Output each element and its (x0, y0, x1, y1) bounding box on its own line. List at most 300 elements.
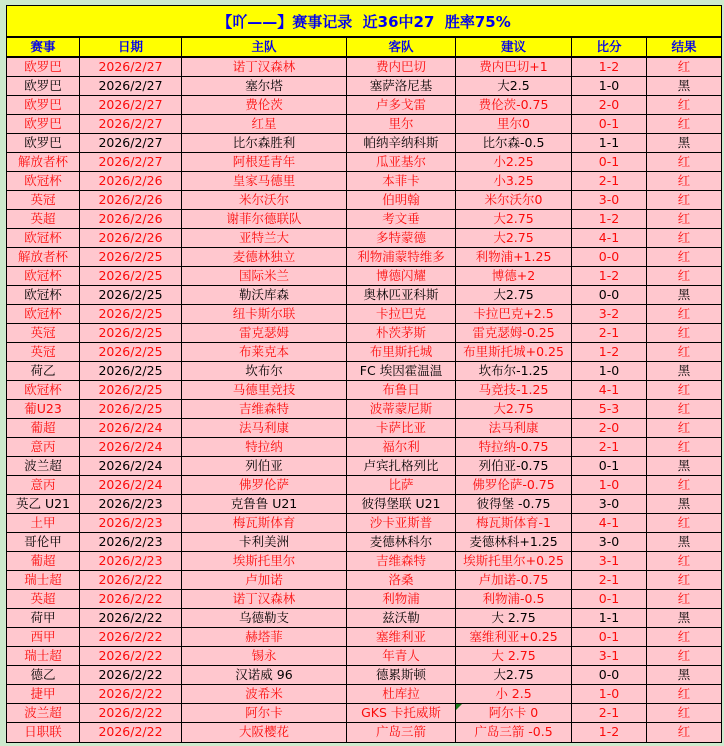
cell-league[interactable]: 解放者杯 (7, 248, 80, 266)
cell-score[interactable]: 4-1 (572, 229, 647, 247)
cell-league[interactable]: 英超 (7, 590, 80, 608)
cell-home[interactable]: 佛罗伦萨 (182, 476, 347, 494)
match-row (7, 58, 721, 77)
cell-league[interactable]: 葡超 (7, 419, 80, 437)
cell-league[interactable]: 意丙 (7, 438, 80, 456)
header-row (7, 38, 721, 58)
cell-date[interactable]: 2026/2/25 (80, 381, 182, 399)
cell-tip[interactable]: 博德+2 (456, 267, 572, 285)
cell-league[interactable]: 捷甲 (7, 685, 80, 703)
cell-away[interactable]: 考文垂 (347, 210, 456, 228)
cell-league[interactable]: 葡U23 (7, 400, 80, 418)
cell-score[interactable]: 1-2 (572, 723, 647, 742)
cell-home[interactable]: 克鲁鲁 U21 (182, 495, 347, 513)
cell-away[interactable]: 塞萨洛尼基 (347, 77, 456, 95)
cell-league[interactable]: 意丙 (7, 476, 80, 494)
match-row (7, 704, 721, 723)
cell-tip[interactable]: 利物浦-0.5 (456, 590, 572, 608)
cell-tip[interactable]: 列伯亚-0.75 (456, 457, 572, 475)
cell-result[interactable]: 黑 (677, 362, 691, 378)
cell-tip[interactable]: 里尔0 (456, 115, 572, 133)
cell-result[interactable]: 红 (677, 58, 691, 74)
cell-away[interactable]: 卢宾扎格列比 (347, 457, 456, 475)
cell-away[interactable]: 布鲁日 (347, 381, 456, 399)
column-header-tip[interactable]: 建议 (456, 38, 572, 56)
cell-result[interactable]: 黑 (677, 134, 691, 150)
cell-league[interactable]: 欧冠杯 (7, 267, 80, 285)
cell-result[interactable]: 红 (677, 381, 691, 397)
cell-result[interactable]: 黑 (677, 286, 691, 302)
cell-score[interactable]: 0-1 (572, 628, 647, 646)
cell-date[interactable]: 2026/2/24 (80, 457, 182, 475)
cell-league[interactable]: 欧冠杯 (7, 229, 80, 247)
cell-league[interactable]: 欧冠杯 (7, 381, 80, 399)
cell-score[interactable]: 3-0 (572, 495, 647, 513)
match-row (7, 628, 721, 647)
cell-score[interactable]: 0-1 (572, 457, 647, 475)
cell-tip[interactable]: 比尔森-0.5 (456, 134, 572, 152)
match-row (7, 324, 721, 343)
cell-tip[interactable]: 麦德林科+1.25 (456, 533, 572, 551)
cell-date[interactable]: 2026/2/24 (80, 476, 182, 494)
cell-result[interactable]: 红 (677, 400, 691, 416)
cell-league[interactable]: 英冠 (7, 324, 80, 342)
cell-date[interactable]: 2026/2/25 (80, 267, 182, 285)
cell-away[interactable]: 年青人 (347, 647, 456, 665)
cell-home[interactable]: 锡永 (182, 647, 347, 665)
cell-away[interactable]: 帕纳辛纳科斯 (347, 134, 456, 152)
cell-home[interactable]: 红星 (182, 115, 347, 133)
cell-date[interactable]: 2026/2/23 (80, 533, 182, 551)
cell-score[interactable]: 1-2 (572, 58, 647, 76)
cell-home[interactable]: 大阪樱花 (182, 723, 347, 742)
cell-result[interactable]: 红 (677, 419, 691, 435)
cell-away[interactable]: 朴茨茅斯 (347, 324, 456, 342)
cell-score[interactable]: 1-0 (572, 362, 647, 380)
cell-home[interactable]: 卡利美洲 (182, 533, 347, 551)
cell-result[interactable]: 红 (677, 343, 691, 359)
table-title[interactable]: 【吖——】赛事记录 近36中27 胜率75% (7, 6, 721, 38)
match-row (7, 685, 721, 704)
cell-result[interactable]: 红 (677, 115, 691, 131)
cell-away[interactable]: 比萨 (347, 476, 456, 494)
cell-away[interactable]: 瓜亚基尔 (347, 153, 456, 171)
cell-away[interactable]: 费内巴切 (347, 58, 456, 76)
cell-home[interactable]: 波希米 (182, 685, 347, 703)
match-row (7, 153, 721, 172)
cell-date[interactable]: 2026/2/27 (80, 153, 182, 171)
cell-away[interactable]: 奥林匹亚科斯 (347, 286, 456, 304)
cell-score[interactable]: 0-0 (572, 666, 647, 684)
cell-score[interactable]: 2-1 (572, 704, 647, 722)
cell-result[interactable]: 黑 (677, 609, 691, 625)
cell-tip[interactable]: 卢加诺-0.75 (456, 571, 572, 589)
cell-result[interactable]: 红 (677, 514, 691, 530)
cell-home[interactable]: 吉维森特 (182, 400, 347, 418)
cell-tip[interactable]: 大 2.75 (456, 609, 572, 627)
match-row (7, 571, 721, 590)
cell-league[interactable]: 日职联 (7, 723, 80, 742)
cell-home[interactable]: 阿根廷青年 (182, 153, 347, 171)
cell-away[interactable]: 卡拉巴克 (347, 305, 456, 323)
cell-home[interactable]: 列伯亚 (182, 457, 347, 475)
cell-home[interactable]: 赫塔菲 (182, 628, 347, 646)
cell-home[interactable]: 埃斯托里尔 (182, 552, 347, 570)
match-row (7, 457, 721, 476)
cell-league[interactable]: 欧罗巴 (7, 77, 80, 95)
cell-date[interactable]: 2026/2/23 (80, 495, 182, 513)
cell-away[interactable]: 伯明翰 (347, 191, 456, 209)
cell-date[interactable]: 2026/2/22 (80, 628, 182, 646)
cell-away[interactable]: 里尔 (347, 115, 456, 133)
cell-date[interactable]: 2026/2/22 (80, 685, 182, 703)
column-header-home[interactable]: 主队 (182, 38, 347, 56)
match-row (7, 229, 721, 248)
cell-away[interactable]: 博德闪耀 (347, 267, 456, 285)
cell-away[interactable]: 卢多戈雷 (347, 96, 456, 114)
cell-result[interactable]: 红 (677, 476, 691, 492)
cell-date[interactable]: 2026/2/26 (80, 191, 182, 209)
cell-tip[interactable]: 法马利康 (456, 419, 572, 437)
cell-league[interactable]: 欧罗巴 (7, 134, 80, 152)
cell-away[interactable]: 塞维利亚 (347, 628, 456, 646)
cell-away[interactable]: 彼得堡联 U21 (347, 495, 456, 513)
cell-result[interactable]: 黑 (677, 666, 691, 682)
cell-tip[interactable]: 佛罗伦萨-0.75 (456, 476, 572, 494)
cell-home[interactable]: 国际米兰 (182, 267, 347, 285)
match-row (7, 647, 721, 666)
cell-home[interactable]: 雷克瑟姆 (182, 324, 347, 342)
cell-score[interactable]: 1-0 (572, 476, 647, 494)
cell-date[interactable]: 2026/2/25 (80, 324, 182, 342)
cell-result[interactable]: 黑 (677, 495, 691, 511)
cell-home[interactable]: 布莱克本 (182, 343, 347, 361)
cell-result[interactable]: 红 (677, 267, 691, 283)
cell-score[interactable]: 0-1 (572, 115, 647, 133)
cell-date[interactable]: 2026/2/27 (80, 58, 182, 76)
cell-tip[interactable]: 广岛三箭 -0.5 (456, 723, 572, 742)
cell-tip[interactable]: 塞维利亚+0.25 (456, 628, 572, 646)
cell-score[interactable]: 3-1 (572, 552, 647, 570)
cell-away[interactable]: FC 埃因霍温温 (347, 362, 456, 380)
cell-result[interactable]: 红 (677, 96, 691, 112)
cell-date[interactable]: 2026/2/27 (80, 77, 182, 95)
cell-tip[interactable]: 布里斯托城+0.25 (456, 343, 572, 361)
cell-home[interactable]: 比尔森胜利 (182, 134, 347, 152)
match-row (7, 495, 721, 514)
cell-tip[interactable]: 大2.75 (456, 286, 572, 304)
cell-result[interactable]: 红 (677, 590, 691, 606)
cell-league[interactable]: 英乙 U21 (7, 495, 80, 513)
cell-home[interactable]: 卢加诺 (182, 571, 347, 589)
cell-score[interactable]: 1-2 (572, 210, 647, 228)
cell-tip[interactable]: 雷克瑟姆-0.25 (456, 324, 572, 342)
cell-league[interactable]: 土甲 (7, 514, 80, 532)
cell-date[interactable]: 2026/2/22 (80, 723, 182, 742)
cell-away[interactable]: 洛桑 (347, 571, 456, 589)
cell-league[interactable]: 德乙 (7, 666, 80, 684)
cell-home[interactable]: 乌德勒支 (182, 609, 347, 627)
cell-score[interactable]: 2-1 (572, 172, 647, 190)
cell-home[interactable]: 费伦茨 (182, 96, 347, 114)
cell-score[interactable]: 1-2 (572, 343, 647, 361)
cell-home[interactable]: 米尔沃尔 (182, 191, 347, 209)
cell-result[interactable]: 黑 (677, 533, 691, 549)
cell-score[interactable]: 3-2 (572, 305, 647, 323)
cell-away[interactable]: 利物浦蒙特维多 (347, 248, 456, 266)
cell-score[interactable]: 3-0 (572, 533, 647, 551)
cell-league[interactable]: 英超 (7, 210, 80, 228)
cell-date[interactable]: 2026/2/25 (80, 286, 182, 304)
match-row (7, 514, 721, 533)
cell-result[interactable]: 红 (677, 210, 691, 226)
cell-home[interactable]: 勒沃库森 (182, 286, 347, 304)
match-row (7, 267, 721, 286)
cell-tip[interactable]: 大2.75 (456, 229, 572, 247)
match-row (7, 381, 721, 400)
cell-score[interactable]: 2-1 (572, 571, 647, 589)
cell-result[interactable]: 红 (677, 685, 691, 701)
cell-league[interactable]: 荷甲 (7, 609, 80, 627)
cell-score[interactable]: 1-1 (572, 134, 647, 152)
cell-date[interactable]: 2026/2/27 (80, 134, 182, 152)
match-row (7, 115, 721, 134)
cell-tip[interactable]: 阿尔卡 0 (456, 704, 572, 722)
cell-away[interactable]: GKS 卡托威斯 (347, 704, 456, 722)
cell-score[interactable]: 0-1 (572, 590, 647, 608)
cell-home[interactable]: 汉诺威 96 (182, 666, 347, 684)
match-row (7, 590, 721, 609)
cell-score[interactable]: 1-0 (572, 77, 647, 95)
cell-league[interactable]: 西甲 (7, 628, 80, 646)
match-row (7, 96, 721, 115)
cell-home[interactable]: 麦德林独立 (182, 248, 347, 266)
match-row (7, 248, 721, 267)
match-row (7, 305, 721, 324)
cell-date[interactable]: 2026/2/25 (80, 248, 182, 266)
cell-tip[interactable]: 埃斯托里尔+0.25 (456, 552, 572, 570)
cell-result[interactable]: 黑 (677, 77, 691, 93)
match-row (7, 609, 721, 628)
cell-date[interactable]: 2026/2/26 (80, 172, 182, 190)
cell-tip[interactable]: 卡拉巴克+2.5 (456, 305, 572, 323)
cell-result[interactable]: 红 (677, 191, 691, 207)
cell-score[interactable]: 1-0 (572, 685, 647, 703)
cell-away[interactable]: 波蒂蒙尼斯 (347, 400, 456, 418)
cell-result[interactable]: 红 (677, 153, 691, 169)
cell-home[interactable]: 纽卡斯尔联 (182, 305, 347, 323)
records-table (6, 5, 722, 743)
cell-away[interactable]: 广岛三箭 (347, 723, 456, 742)
match-row (7, 172, 721, 191)
cell-league[interactable]: 欧罗巴 (7, 58, 80, 76)
cell-home[interactable]: 马德里竞技 (182, 381, 347, 399)
match-row (7, 343, 721, 362)
cell-date[interactable]: 2026/2/27 (80, 115, 182, 133)
cell-date[interactable]: 2026/2/24 (80, 419, 182, 437)
cell-date[interactable]: 2026/2/23 (80, 552, 182, 570)
cell-league[interactable]: 欧冠杯 (7, 286, 80, 304)
cell-tip[interactable]: 利物浦+1.25 (456, 248, 572, 266)
match-row (7, 134, 721, 153)
column-header-away[interactable]: 客队 (347, 38, 456, 56)
cell-tip[interactable]: 坎布尔-1.25 (456, 362, 572, 380)
cell-result[interactable]: 红 (677, 248, 691, 264)
cell-league[interactable]: 解放者杯 (7, 153, 80, 171)
cell-result[interactable]: 红 (677, 704, 691, 720)
cell-league[interactable]: 瑞士超 (7, 571, 80, 589)
cell-score[interactable]: 3-1 (572, 647, 647, 665)
cell-home[interactable]: 坎布尔 (182, 362, 347, 380)
cell-result[interactable]: 红 (677, 628, 691, 644)
cell-score[interactable]: 1-2 (572, 267, 647, 285)
cell-home[interactable]: 诺丁汉森林 (182, 58, 347, 76)
cell-tip[interactable]: 小3.25 (456, 172, 572, 190)
cell-tip[interactable]: 小 2.5 (456, 685, 572, 703)
cell-home[interactable]: 谢菲尔德联队 (182, 210, 347, 228)
cell-tip[interactable]: 大2.5 (456, 77, 572, 95)
cell-score[interactable]: 0-0 (572, 248, 647, 266)
cell-away[interactable]: 杜库拉 (347, 685, 456, 703)
cell-tip[interactable]: 费内巴切+1 (456, 58, 572, 76)
cell-comment-marker-icon (456, 704, 462, 710)
cell-score[interactable]: 0-0 (572, 286, 647, 304)
cell-league[interactable]: 英冠 (7, 191, 80, 209)
cell-tip[interactable]: 费伦茨-0.75 (456, 96, 572, 114)
cell-home[interactable]: 阿尔卡 (182, 704, 347, 722)
cell-date[interactable]: 2026/2/25 (80, 343, 182, 361)
cell-away[interactable]: 利物浦 (347, 590, 456, 608)
cell-league[interactable]: 波兰超 (7, 704, 80, 722)
match-row (7, 438, 721, 457)
cell-score[interactable]: 2-0 (572, 96, 647, 114)
table-body (7, 58, 721, 742)
match-row (7, 77, 721, 96)
cell-result[interactable]: 红 (677, 305, 691, 321)
cell-score[interactable]: 1-1 (572, 609, 647, 627)
cell-away[interactable]: 多特蒙德 (347, 229, 456, 247)
match-row (7, 723, 721, 742)
cell-date[interactable]: 2026/2/27 (80, 96, 182, 114)
cell-home[interactable]: 塞尔塔 (182, 77, 347, 95)
match-row (7, 400, 721, 419)
cell-result[interactable]: 红 (677, 229, 691, 245)
cell-league[interactable]: 波兰超 (7, 457, 80, 475)
cell-away[interactable]: 兹沃勒 (347, 609, 456, 627)
match-row (7, 533, 721, 552)
cell-away[interactable]: 卡萨比亚 (347, 419, 456, 437)
cell-away[interactable]: 福尔利 (347, 438, 456, 456)
cell-date[interactable]: 2026/2/23 (80, 514, 182, 532)
cell-date[interactable]: 2026/2/25 (80, 400, 182, 418)
cell-home[interactable]: 皇家马德里 (182, 172, 347, 190)
cell-date[interactable]: 2026/2/22 (80, 590, 182, 608)
cell-tip[interactable]: 大2.75 (456, 400, 572, 418)
cell-home[interactable]: 亚特兰大 (182, 229, 347, 247)
match-row (7, 419, 721, 438)
match-row (7, 362, 721, 381)
cell-league[interactable]: 荷乙 (7, 362, 80, 380)
cell-date[interactable]: 2026/2/22 (80, 647, 182, 665)
cell-result[interactable]: 红 (677, 172, 691, 188)
match-row (7, 286, 721, 305)
cell-league[interactable]: 葡超 (7, 552, 80, 570)
match-row (7, 191, 721, 210)
cell-score[interactable]: 2-0 (572, 419, 647, 437)
match-row (7, 666, 721, 685)
cell-result[interactable]: 黑 (677, 457, 691, 473)
cell-score[interactable]: 2-1 (572, 438, 647, 456)
cell-date[interactable]: 2026/2/22 (80, 571, 182, 589)
cell-score[interactable]: 5-3 (572, 400, 647, 418)
cell-tip[interactable]: 大2.75 (456, 210, 572, 228)
cell-date[interactable]: 2026/2/24 (80, 438, 182, 456)
cell-tip[interactable]: 米尔沃尔0 (456, 191, 572, 209)
cell-date[interactable]: 2026/2/22 (80, 666, 182, 684)
column-header-league[interactable]: 赛事 (7, 38, 80, 56)
match-row (7, 210, 721, 229)
cell-league[interactable]: 瑞士超 (7, 647, 80, 665)
cell-away[interactable]: 布里斯托城 (347, 343, 456, 361)
cell-league[interactable]: 欧罗巴 (7, 115, 80, 133)
cell-date[interactable]: 2026/2/26 (80, 229, 182, 247)
cell-result[interactable]: 红 (677, 552, 691, 568)
cell-date[interactable]: 2026/2/22 (80, 609, 182, 627)
cell-league[interactable]: 欧冠杯 (7, 172, 80, 190)
cell-tip[interactable]: 大 2.75 (456, 647, 572, 665)
cell-tip[interactable]: 大2.75 (456, 666, 572, 684)
cell-date[interactable]: 2026/2/25 (80, 362, 182, 380)
cell-league[interactable]: 欧罗巴 (7, 96, 80, 114)
column-header-date[interactable]: 日期 (80, 38, 182, 56)
column-header-score[interactable]: 比分 (572, 38, 647, 56)
cell-home[interactable]: 特拉纳 (182, 438, 347, 456)
cell-date[interactable]: 2026/2/22 (80, 704, 182, 722)
cell-score[interactable]: 3-0 (572, 191, 647, 209)
match-row (7, 552, 721, 571)
cell-result[interactable]: 红 (677, 438, 691, 454)
cell-tip[interactable]: 小2.25 (456, 153, 572, 171)
cell-away[interactable]: 本菲卡 (347, 172, 456, 190)
cell-result[interactable]: 红 (677, 571, 691, 587)
cell-league[interactable]: 英冠 (7, 343, 80, 361)
cell-result[interactable]: 红 (677, 324, 691, 340)
cell-away[interactable]: 吉维森特 (347, 552, 456, 570)
cell-score[interactable]: 0-1 (572, 153, 647, 171)
cell-league[interactable]: 哥伦甲 (7, 533, 80, 551)
cell-away[interactable]: 沙卡亚斯普 (347, 514, 456, 532)
cell-date[interactable]: 2026/2/26 (80, 210, 182, 228)
cell-result[interactable]: 红 (677, 724, 691, 740)
cell-result[interactable]: 红 (677, 647, 691, 663)
cell-tip[interactable]: 特拉纳-0.75 (456, 438, 572, 456)
cell-home[interactable]: 法马利康 (182, 419, 347, 437)
cell-score[interactable]: 2-1 (572, 324, 647, 342)
cell-score[interactable]: 4-1 (572, 514, 647, 532)
cell-away[interactable]: 麦德林科尔 (347, 533, 456, 551)
cell-tip[interactable]: 彼得堡 -0.75 (456, 495, 572, 513)
cell-league[interactable]: 欧冠杯 (7, 305, 80, 323)
match-row (7, 476, 721, 495)
column-header-result[interactable]: 结果 (671, 38, 697, 54)
cell-score[interactable]: 4-1 (572, 381, 647, 399)
cell-tip[interactable]: 马竞技-1.25 (456, 381, 572, 399)
cell-home[interactable]: 梅瓦斯体育 (182, 514, 347, 532)
cell-home[interactable]: 诺丁汉森林 (182, 590, 347, 608)
cell-away[interactable]: 德累斯顿 (347, 666, 456, 684)
cell-tip[interactable]: 梅瓦斯体育-1 (456, 514, 572, 532)
cell-date[interactable]: 2026/2/25 (80, 305, 182, 323)
